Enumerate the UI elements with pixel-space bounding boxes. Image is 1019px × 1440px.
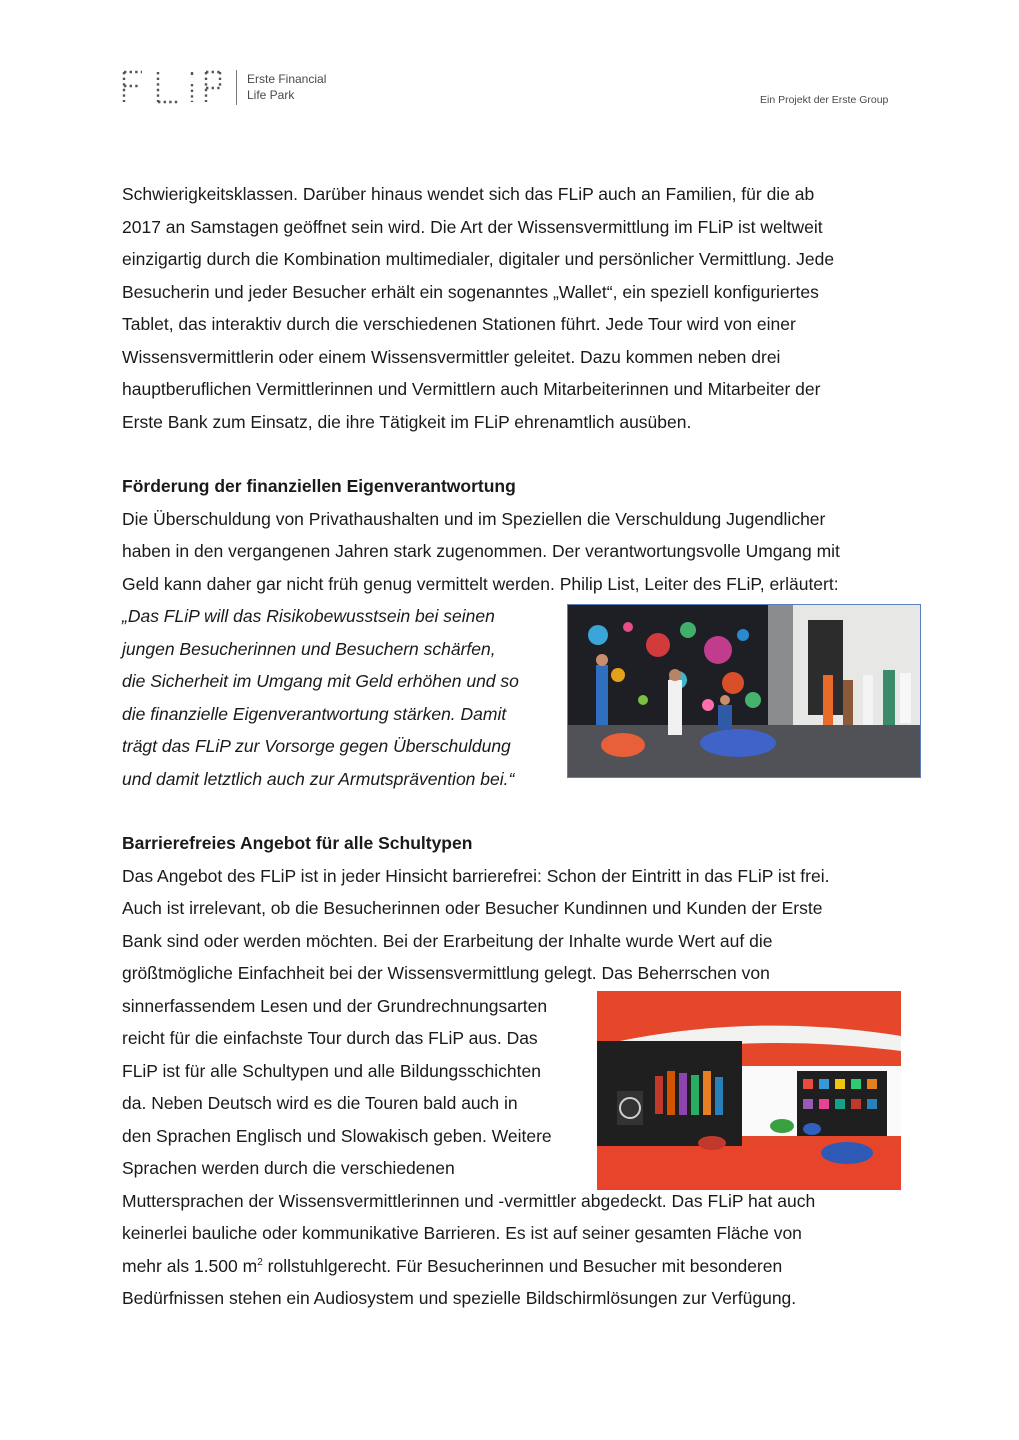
quote-line: jungen Besucherinnen und Besuchern schärfen, [122, 638, 496, 659]
text-line: Sprachen werden durch die verschiedenen [122, 1158, 455, 1178]
logo-divider [236, 70, 237, 105]
text-line: keinerlei bauliche oder kommunikative Barrieren. Es ist auf seiner gesamten Fläche von [122, 1223, 802, 1243]
text-line: sinnerfassendem Lesen und der Grundrechnungsarten [122, 995, 548, 1016]
quote-line: die Sicherheit im Umgang mit Geld erhöhen und so [122, 671, 519, 691]
area-prefix: mehr als 1.500 m [122, 1255, 258, 1276]
text-line: Besucherin und jeder Besucher erhält ein sogenanntes „Wallet“, ein speziell konfiguriertes [122, 281, 819, 302]
photo-red-exhibition-room [597, 991, 901, 1190]
logo-subtitle [247, 71, 326, 103]
text-line: Geld kann daher gar nicht früh genug vermittelt werden. Philip List, Leiter des FLiP, erläutert: [122, 573, 839, 594]
section-heading: Barrierefreies Angebot für alle Schultypen [122, 833, 473, 853]
text-line: Bedürfnissen stehen ein Audiosystem und spezielle Bildschirmlösungen zur Verfügung. [122, 1288, 797, 1308]
area-superscript: 2 [257, 1256, 263, 1268]
text-line-area [122, 1250, 829, 1283]
quote-line: die finanzielle Eigenverantwortung stärken. Damit [122, 703, 507, 724]
logo-line-2: Life Park [247, 88, 295, 102]
text-line: Bank sind oder werden möchten. Bei der Erarbeitung der Inhalte wurde Wert auf die [122, 930, 773, 951]
text-line: Schwierigkeitsklassen. Darüber hinaus wendet sich das FLiP auch an Familien, für die ab [122, 184, 815, 204]
text-line: einzigartig durch die Kombination multimedialer, digitaler und persönlicher Vermittlung. Jede [122, 249, 835, 269]
text-line: Muttersprachen der Wissensvermittlerinnen und -vermittler abgedeckt. Das FLiP hat auch [122, 1190, 816, 1211]
intro-paragraph [122, 178, 834, 438]
text-line: da. Neben Deutsch wird es die Touren bald auch in [122, 1093, 518, 1113]
text-line: Das Angebot des FLiP ist in jeder Hinsicht barrierefrei: Schon der Eintritt in das FLiP ist frei. [122, 865, 830, 886]
text-line: Auch ist irrelevant, ob die Besucherinnen oder Besucher Kundinnen und Kunden der Erste [122, 898, 823, 918]
exhibition-photo-image [568, 605, 921, 778]
text-line: FLiP ist für alle Schultypen und alle Bildungsschichten [122, 1060, 541, 1081]
text-line: Wissensvermittlerin oder einem Wissensvermittler geleitet. Dazu kommen neben drei [122, 346, 781, 367]
area-suffix: rollstuhlgerecht. Für Besucherinnen und Besucher mit besonderen [262, 1255, 783, 1276]
text-line: größtmögliche Einfachheit bei der Wissensvermittlung gelegt. Das Beherrschen von [122, 963, 770, 983]
room-photo-image [597, 991, 901, 1190]
text-line: hauptberuflichen Vermittlerinnen und Vermittlern auch Mitarbeiterinnen und Mitarbeiter der [122, 379, 821, 399]
flip-logo-mark [122, 70, 226, 104]
photo-exhibition-visitors [567, 604, 921, 778]
quote-line: „Das FLiP will das Risikobewusstsein bei seinen [122, 606, 495, 626]
text-line: den Sprachen Englisch und Slowakisch geben. Weitere [122, 1125, 552, 1146]
section-heading: Förderung der finanziellen Eigenverantwortung [122, 476, 516, 496]
text-line: Die Überschuldung von Privathaushalten und im Speziellen die Verschuldung Jugendlicher [122, 508, 826, 529]
logo-line-1: Erste Financial [247, 72, 327, 86]
quote-line: trägt das FLiP zur Vorsorge gegen Überschuldung [122, 736, 511, 756]
header-tagline: Ein Projekt der Erste Group [760, 94, 889, 106]
text-line: haben in den vergangenen Jahren stark zugenommen. Der verantwortungsvolle Umgang mit [122, 541, 840, 561]
text-line: Erste Bank zum Einsatz, die ihre Tätigkeit im FLiP ehrenamtlich ausüben. [122, 411, 692, 432]
text-line: 2017 an Samstagen geöffnet sein wird. Die Art der Wissensvermittlung im FLiP ist weltweit [122, 216, 823, 237]
quote-line: und damit letztlich auch zur Armutsprävention bei.“ [122, 768, 515, 789]
text-line: reicht für die einfachste Tour durch das FLiP aus. Das [122, 1028, 538, 1048]
text-line: Tablet, das interaktiv durch die verschiedenen Stationen führt. Jede Tour wird von einer [122, 314, 796, 334]
